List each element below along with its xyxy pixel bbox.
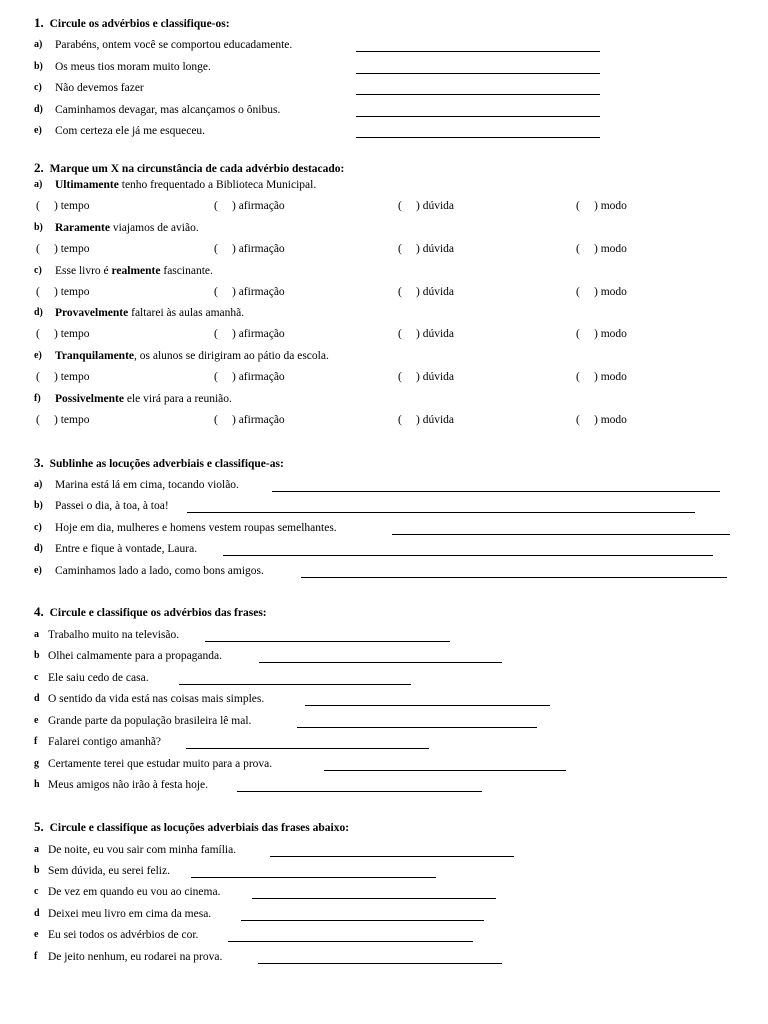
s2-item-question bbox=[0, 263, 768, 279]
option-checkbox[interactable] bbox=[36, 198, 89, 214]
answer-line[interactable] bbox=[186, 738, 429, 749]
section4-item bbox=[0, 627, 768, 643]
option-paren: ( bbox=[214, 371, 218, 383]
option-paren: ( bbox=[214, 243, 218, 255]
answer-line[interactable] bbox=[223, 545, 713, 556]
item-letter: d) bbox=[34, 543, 43, 554]
option-checkbox[interactable] bbox=[214, 284, 285, 300]
option-checkbox[interactable] bbox=[398, 369, 454, 385]
section5-item bbox=[0, 842, 768, 858]
section-title: Sublinhe as locuções adverbiais e classifique-as: bbox=[49, 458, 284, 470]
item-rest: faltarei às aulas amanhã. bbox=[128, 307, 245, 319]
section5-item bbox=[0, 927, 768, 943]
option-checkbox[interactable] bbox=[36, 326, 89, 342]
s1-item-c bbox=[0, 80, 768, 96]
item-letter: a bbox=[34, 629, 39, 640]
s1-item-b bbox=[0, 59, 768, 75]
s2-item-options bbox=[0, 284, 768, 300]
option-checkbox[interactable] bbox=[214, 241, 285, 257]
option-paren: ( bbox=[36, 286, 40, 298]
option-checkbox[interactable] bbox=[576, 412, 627, 428]
option-checkbox[interactable] bbox=[576, 326, 627, 342]
item-letter: c) bbox=[34, 265, 42, 276]
answer-line[interactable] bbox=[392, 524, 730, 535]
item-text: De noite, eu vou sair com minha família. bbox=[48, 844, 237, 856]
option-paren: ( bbox=[36, 328, 40, 340]
answer-line[interactable] bbox=[324, 760, 566, 771]
option-label: ) afirmação bbox=[232, 328, 285, 340]
item-text: Caminhamos devagar, mas alcançamos o ônibus. bbox=[55, 104, 281, 116]
option-checkbox[interactable] bbox=[214, 198, 285, 214]
s2-item-options bbox=[0, 412, 768, 428]
option-paren: ( bbox=[398, 414, 402, 426]
section-title: Circule e classifique os advérbios das frases: bbox=[49, 607, 267, 619]
item-letter: c) bbox=[34, 82, 42, 93]
option-checkbox[interactable] bbox=[36, 369, 89, 385]
option-checkbox[interactable] bbox=[398, 198, 454, 214]
section-4-heading bbox=[0, 604, 768, 620]
answer-line[interactable] bbox=[205, 631, 450, 642]
item-rest: fascinante. bbox=[160, 265, 213, 277]
option-paren: ( bbox=[576, 414, 580, 426]
section4-item bbox=[0, 691, 768, 707]
item-rest: tenho frequentado a Biblioteca Municipal. bbox=[118, 179, 317, 191]
section-1-heading bbox=[0, 15, 768, 31]
item-text: De vez em quando eu vou ao cinema. bbox=[48, 886, 221, 898]
option-paren: ( bbox=[398, 371, 402, 383]
section-2-heading bbox=[0, 160, 768, 176]
option-checkbox[interactable] bbox=[214, 326, 285, 342]
item-text: Olhei calmamente para a propaganda. bbox=[48, 650, 223, 662]
item-letter: b) bbox=[34, 500, 43, 511]
item-text: Parabéns, ontem você se comportou educadamente. bbox=[55, 39, 293, 51]
item-text: Certamente terei que estudar muito para a prova. bbox=[48, 758, 273, 770]
section-number: 5. bbox=[34, 819, 44, 834]
highlighted-adverb: Possivelmente bbox=[55, 393, 124, 405]
option-checkbox[interactable] bbox=[398, 326, 454, 342]
section4-item bbox=[0, 713, 768, 729]
item-letter: a) bbox=[34, 179, 43, 190]
answer-line[interactable] bbox=[259, 652, 502, 663]
option-label: ) tempo bbox=[54, 371, 90, 383]
section-number: 2. bbox=[34, 160, 44, 175]
item-letter: b bbox=[34, 865, 40, 876]
item-letter: a) bbox=[34, 479, 43, 490]
option-paren: ( bbox=[214, 414, 218, 426]
item-text: Deixei meu livro em cima da mesa. bbox=[48, 908, 212, 920]
item-text: Ele saiu cedo de casa. bbox=[48, 672, 149, 684]
item-letter: d) bbox=[34, 307, 43, 318]
answer-line[interactable] bbox=[356, 41, 600, 52]
item-letter: b bbox=[34, 650, 40, 661]
option-label: ) modo bbox=[594, 286, 627, 298]
option-paren: ( bbox=[398, 243, 402, 255]
answer-line[interactable] bbox=[179, 674, 411, 685]
s3-item-b bbox=[0, 498, 768, 514]
option-paren: ( bbox=[576, 371, 580, 383]
option-paren: ( bbox=[398, 200, 402, 212]
item-letter: b) bbox=[34, 61, 43, 72]
option-paren: ( bbox=[36, 243, 40, 255]
section-3-heading bbox=[0, 455, 768, 471]
answer-line[interactable] bbox=[297, 717, 537, 728]
item-letter: h bbox=[34, 779, 40, 790]
option-checkbox[interactable] bbox=[398, 284, 454, 300]
highlighted-adverb: Ultimamente bbox=[55, 179, 119, 191]
section4-item bbox=[0, 777, 768, 793]
item-text: O sentido da vida está nas coisas mais simples. bbox=[48, 693, 265, 705]
item-rest: , os alunos se dirigiram ao pátio da escola. bbox=[134, 350, 329, 362]
option-checkbox[interactable] bbox=[36, 412, 89, 428]
item-text: Não devemos fazer bbox=[55, 82, 144, 94]
section-title: Circule e classifique as locuções adverbiais das frases abaixo: bbox=[49, 822, 350, 834]
item-letter: d bbox=[34, 693, 40, 704]
option-checkbox[interactable] bbox=[398, 412, 454, 428]
option-label: ) dúvida bbox=[416, 286, 455, 298]
section5-item bbox=[0, 906, 768, 922]
item-letter: g bbox=[34, 758, 39, 769]
item-text: Caminhamos lado a lado, como bons amigos. bbox=[55, 565, 264, 577]
option-label: ) modo bbox=[594, 243, 627, 255]
answer-line[interactable] bbox=[191, 867, 436, 878]
highlighted-adverb: Provavelmente bbox=[55, 307, 129, 319]
item-letter: d bbox=[34, 908, 40, 919]
item-text: Marina está lá em cima, tocando violão. bbox=[55, 479, 239, 491]
s2-item-question bbox=[0, 220, 768, 236]
option-paren: ( bbox=[36, 414, 40, 426]
s2-item-options bbox=[0, 241, 768, 257]
item-text: Trabalho muito na televisão. bbox=[48, 629, 180, 641]
answer-line[interactable] bbox=[237, 781, 482, 792]
option-label: ) dúvida bbox=[416, 243, 455, 255]
option-checkbox[interactable] bbox=[576, 369, 627, 385]
option-checkbox[interactable] bbox=[576, 284, 627, 300]
option-label: ) tempo bbox=[54, 286, 90, 298]
answer-line[interactable] bbox=[356, 63, 600, 74]
s2-item-question bbox=[0, 177, 768, 193]
option-paren: ( bbox=[214, 328, 218, 340]
option-label: ) afirmação bbox=[232, 286, 285, 298]
answer-line[interactable] bbox=[228, 931, 473, 942]
option-paren: ( bbox=[398, 328, 402, 340]
item-letter: a bbox=[34, 844, 39, 855]
s2-item-question bbox=[0, 391, 768, 407]
option-label: ) afirmação bbox=[232, 200, 285, 212]
item-text: Falarei contigo amanhã? bbox=[48, 736, 162, 748]
section5-item bbox=[0, 863, 768, 879]
answer-line[interactable] bbox=[252, 888, 496, 899]
item-text bbox=[55, 305, 244, 321]
option-paren: ( bbox=[398, 286, 402, 298]
option-paren: ( bbox=[576, 286, 580, 298]
option-checkbox[interactable] bbox=[576, 198, 627, 214]
option-label: ) dúvida bbox=[416, 414, 455, 426]
s3-item-a bbox=[0, 477, 768, 493]
s3-item-e bbox=[0, 563, 768, 579]
item-letter: f bbox=[34, 951, 38, 962]
item-letter: f) bbox=[34, 393, 41, 404]
item-letter: f bbox=[34, 736, 38, 747]
item-text: De jeito nenhum, eu rodarei na prova. bbox=[48, 951, 223, 963]
answer-line[interactable] bbox=[301, 567, 727, 578]
item-rest: viajamos de avião. bbox=[109, 222, 199, 234]
s2-item-options bbox=[0, 326, 768, 342]
option-paren: ( bbox=[576, 243, 580, 255]
option-paren: ( bbox=[214, 200, 218, 212]
item-rest: ele virá para a reunião. bbox=[123, 393, 232, 405]
item-text bbox=[55, 263, 213, 279]
section-title: Marque um X na circunstância de cada advérbio destacado: bbox=[49, 163, 345, 175]
s1-item-d bbox=[0, 102, 768, 118]
item-text bbox=[55, 348, 329, 364]
item-text: Eu sei todos os advérbios de cor. bbox=[48, 929, 199, 941]
option-label: ) afirmação bbox=[232, 371, 285, 383]
highlighted-adverb: Raramente bbox=[55, 222, 110, 234]
item-text: Meus amigos não irão à festa hoje. bbox=[48, 779, 208, 791]
answer-line[interactable] bbox=[356, 106, 600, 117]
section4-item bbox=[0, 756, 768, 772]
item-pre: Esse livro é bbox=[55, 265, 112, 277]
option-label: ) tempo bbox=[54, 200, 90, 212]
option-checkbox[interactable] bbox=[576, 241, 627, 257]
item-letter: a) bbox=[34, 39, 43, 50]
item-letter: b) bbox=[34, 222, 43, 233]
item-text: Entre e fique à vontade, Laura. bbox=[55, 543, 198, 555]
option-paren: ( bbox=[576, 328, 580, 340]
item-text bbox=[55, 220, 199, 236]
item-letter: c bbox=[34, 886, 39, 897]
item-text: Sem dúvida, eu serei feliz. bbox=[48, 865, 170, 877]
option-label: ) dúvida bbox=[416, 371, 455, 383]
s3-item-c bbox=[0, 520, 768, 536]
section4-item bbox=[0, 734, 768, 750]
option-label: ) dúvida bbox=[416, 200, 455, 212]
s2-item-question bbox=[0, 348, 768, 364]
s2-item-question bbox=[0, 305, 768, 321]
item-text: Passei o dia, à toa, à toa! bbox=[55, 500, 169, 512]
section4-item bbox=[0, 648, 768, 664]
section4-item bbox=[0, 670, 768, 686]
item-letter: e bbox=[34, 929, 39, 940]
s1-item-a bbox=[0, 37, 768, 53]
item-letter: c) bbox=[34, 522, 42, 533]
answer-line[interactable] bbox=[272, 481, 720, 492]
option-label: ) afirmação bbox=[232, 243, 285, 255]
item-letter: c bbox=[34, 672, 39, 683]
option-paren: ( bbox=[214, 286, 218, 298]
highlighted-adverb: realmente bbox=[111, 265, 161, 277]
s1-item-e bbox=[0, 123, 768, 139]
option-paren: ( bbox=[36, 371, 40, 383]
option-label: ) tempo bbox=[54, 328, 90, 340]
option-label: ) tempo bbox=[54, 414, 90, 426]
section-number: 1. bbox=[34, 15, 44, 30]
item-text: Grande parte da população brasileira lê mal. bbox=[48, 715, 252, 727]
section-number: 3. bbox=[34, 455, 44, 470]
answer-line[interactable] bbox=[241, 910, 484, 921]
item-text bbox=[55, 177, 316, 193]
item-text: Hoje em dia, mulheres e homens vestem roupas semelhantes. bbox=[55, 522, 337, 534]
answer-line[interactable] bbox=[305, 695, 550, 706]
option-label: ) afirmação bbox=[232, 414, 285, 426]
option-checkbox[interactable] bbox=[214, 412, 285, 428]
s2-item-options bbox=[0, 198, 768, 214]
option-paren: ( bbox=[36, 200, 40, 212]
s3-item-d bbox=[0, 541, 768, 557]
item-text: Os meus tios moram muito longe. bbox=[55, 61, 211, 73]
option-label: ) dúvida bbox=[416, 328, 455, 340]
option-label: ) modo bbox=[594, 200, 627, 212]
answer-line[interactable] bbox=[356, 127, 600, 138]
s2-item-options bbox=[0, 369, 768, 385]
item-text bbox=[55, 391, 232, 407]
option-paren: ( bbox=[576, 200, 580, 212]
answer-line[interactable] bbox=[258, 953, 502, 964]
option-label: ) modo bbox=[594, 328, 627, 340]
section5-item bbox=[0, 884, 768, 900]
item-letter: d) bbox=[34, 104, 43, 115]
option-label: ) modo bbox=[594, 371, 627, 383]
item-letter: e) bbox=[34, 125, 42, 136]
answer-line[interactable] bbox=[356, 84, 600, 95]
item-letter: e) bbox=[34, 350, 42, 361]
option-checkbox[interactable] bbox=[36, 284, 89, 300]
option-label: ) tempo bbox=[54, 243, 90, 255]
item-letter: e) bbox=[34, 565, 42, 576]
option-label: ) modo bbox=[594, 414, 627, 426]
highlighted-adverb: Tranquilamente bbox=[55, 350, 135, 362]
section-5-heading bbox=[0, 819, 768, 835]
section5-item bbox=[0, 949, 768, 965]
item-text: Com certeza ele já me esqueceu. bbox=[55, 125, 206, 137]
item-letter: e bbox=[34, 715, 39, 726]
answer-line[interactable] bbox=[187, 502, 695, 513]
section-title: Circule os advérbios e classifique-os: bbox=[49, 18, 230, 30]
option-checkbox[interactable] bbox=[214, 369, 285, 385]
option-checkbox[interactable] bbox=[36, 241, 89, 257]
section-number: 4. bbox=[34, 604, 44, 619]
answer-line[interactable] bbox=[270, 846, 514, 857]
option-checkbox[interactable] bbox=[398, 241, 454, 257]
